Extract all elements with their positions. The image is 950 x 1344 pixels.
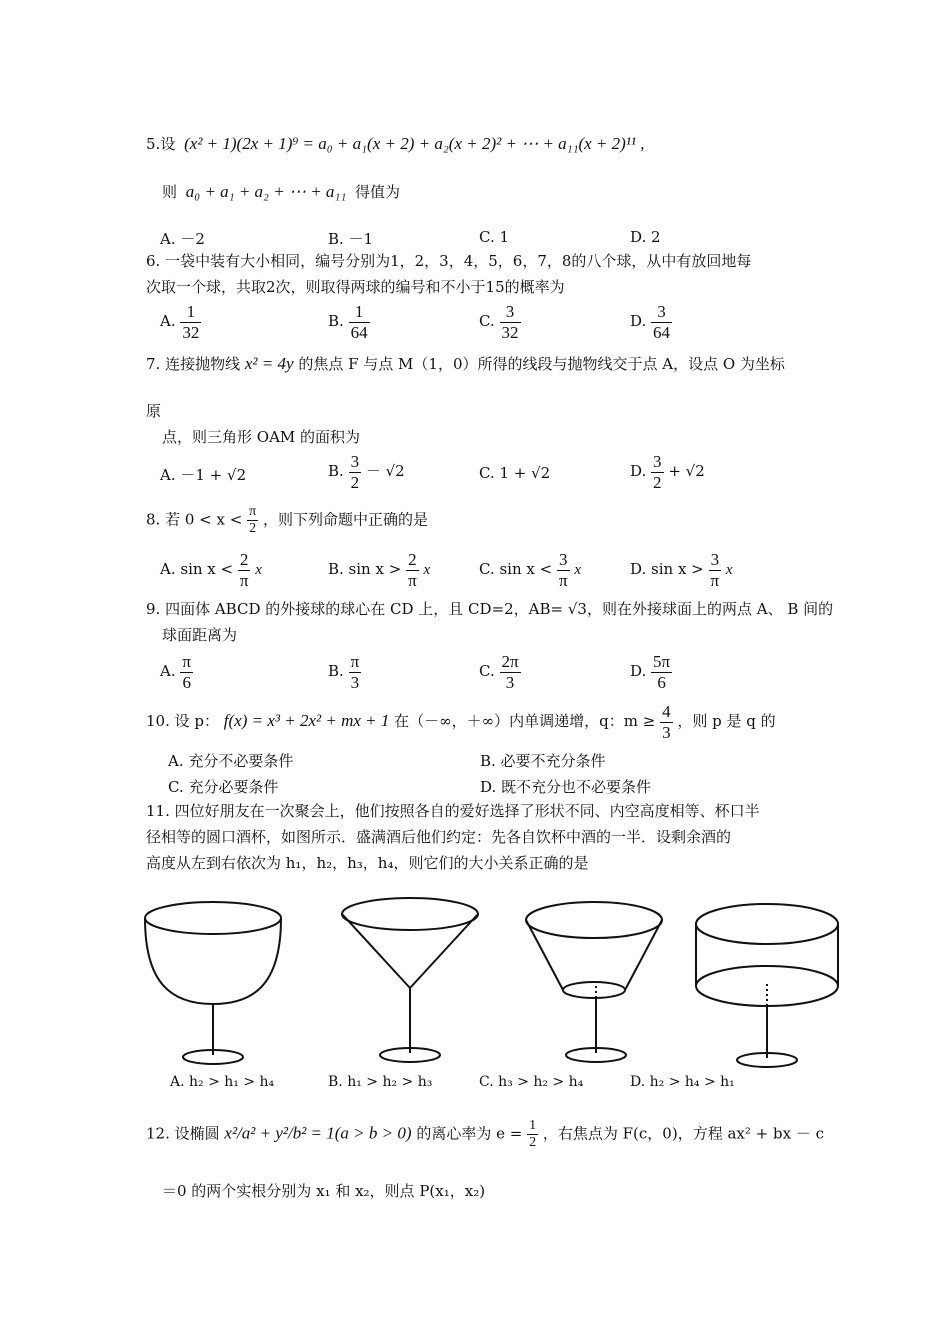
q10-function: f(x) = x³ + 2x² + mx + 1 [223,711,390,731]
q5-option-a: A. －2 [160,230,205,248]
q10-option-a: A. 充分不必要条件 [168,752,294,770]
q10-option-d: D. 既不充分也不必要条件 [480,778,652,796]
frustum-glass [526,902,662,1062]
q8-option-d: D. sin x > $\frac{3}{\pi}$ x [630,550,733,590]
q5-sum-expression: a₀ + a₁ + a₂ + ⋯ + a₁₁ [185,182,347,201]
q8-option-a: A. sin x < $\frac{2}{\pi}$ x [160,550,262,590]
q8-option-c: C. sin x < $\frac{3}{\pi}$ x [479,550,582,590]
q5-option-d: D. 2 [630,228,661,246]
q11-option-d: D. h₂ > h₄ > h₁ [630,1074,735,1090]
q9-option-a: A. $\frac{\pi}{6}$ [160,652,191,692]
q9-line1: 9. 四面体 ABCD 的外接球的球心在 CD 上，且 CD=2，AB= √3，则在外接球面上的两点 A、 B 间的 [146,600,834,618]
q6-option-c: C. $\frac{3}{32}$ [479,302,519,342]
q7-option-a: A. －1 + √2 [160,466,247,484]
q7-line2: 原 [146,402,162,420]
q8-option-b: B. sin x > $\frac{2}{\pi}$ x [328,550,431,590]
q7-option-d: D. $\frac{3}{2}$ + √2 [630,452,705,492]
q7-option-c: C. 1 + √2 [479,464,551,482]
cone-glass [342,898,478,1062]
q11-line3: 高度从左到右依次为 h₁，h₂，h₃，h₄，则它们的大小关系正确的是 [146,854,589,872]
q9-line2: 球面距离为 [162,626,238,644]
q11-line2: 径相等的圆口酒杯，如图所示．盛满酒后他们约定：先各自饮杯中酒的一半．设剩余酒的 [146,828,732,846]
q10-option-b: B. 必要不充分条件 [480,752,606,770]
q12-ellipse: x²/a² + y²/b² = 1(a > b > 0) [224,1123,412,1143]
q6-line2: 次取一个球，共取2次，则取得两球的编号和不小于15的概率为 [146,278,565,296]
q11-option-a: A. h₂ > h₁ > h₄ [170,1074,275,1090]
q6-option-a: A. $\frac{1}{32}$ [160,302,200,342]
q6-line1: 6. 一袋中装有大小相同，编号分别为1，2，3，4，5，6，7，8的八个球，从中有放回地每 [146,252,752,270]
q7-line3: 点，则三角形 OAM 的面积为 [162,428,361,446]
q11-option-c: C. h₃ > h₂ > h₄ [479,1074,584,1090]
q9-option-b: B. $\frac{\pi}{3}$ [328,652,360,692]
q7-line1: 7. 连接抛物线 x² = 4y 的焦点 F 与点 M（1，0）所得的线段与抛物线交于点 A，设点 O 为坐标 [146,354,785,373]
q6-option-b: B. $\frac{1}{64}$ [328,302,368,342]
hemisphere-glass [145,902,281,1064]
q5-equation: (x² + 1)(2x + 1)⁹ = a₀ + a₁(x + 2) + a₂(x + 2)² + ⋯ + a₁₁(x + 2)¹¹ , [184,134,645,153]
q7-parabola: x² = 4y [244,354,294,373]
q9-option-c: C. $\frac{2\pi}{3}$ [479,652,519,692]
q5-option-c: C. 1 [479,228,510,246]
q11-line1: 11. 四位好朋友在一次聚会上，他们按照各自的爱好选择了形状不同、内空高度相等、杯口半 [146,802,760,820]
q9-option-d: D. $\frac{5\pi}{6}$ [630,652,671,692]
q10-option-c: C. 充分必要条件 [168,778,279,796]
q5-option-b: B. －1 [328,230,374,248]
q6-option-d: D. $\frac{3}{64}$ [630,302,671,342]
q5-line2: 则 a₀ + a₁ + a₂ + ⋯ + a₁₁ 得值为 [162,182,401,201]
q12-line1: 12. 设椭圆 x²/a² + y²/b² = 1(a > b > 0) 的离心率为 e = $\frac{1}{2}$ ，右焦点为 F(c，0)，方程 ax² + bx － c [146,1118,824,1151]
q8-line1: 8. 若 0 < x < $\frac{\pi}{2}$ ，则下列命题中正确的是 [146,504,428,537]
q5-header: 5.设 (x² + 1)(2x + 1)⁹ = a₀ + a₁(x + 2) + a₂(x + 2)² + ⋯ + a₁₁(x + 2)¹¹ , [146,134,645,153]
q7-option-b: B. $\frac{3}{2}$ － √2 [328,452,405,492]
q10-line1: 10. 设 p： f(x) = x³ + 2x² + mx + 1 在（－∞，＋∞）内单调递增，q：m ≥ $\frac{4}{3}$ ，则 p 是 q 的 [146,702,776,742]
q12-line2: ＝0 的两个实根分别为 x₁ 和 x₂，则点 P(x₁，x₂) [162,1182,486,1200]
q11-option-b: B. h₁ > h₂ > h₃ [328,1074,433,1090]
